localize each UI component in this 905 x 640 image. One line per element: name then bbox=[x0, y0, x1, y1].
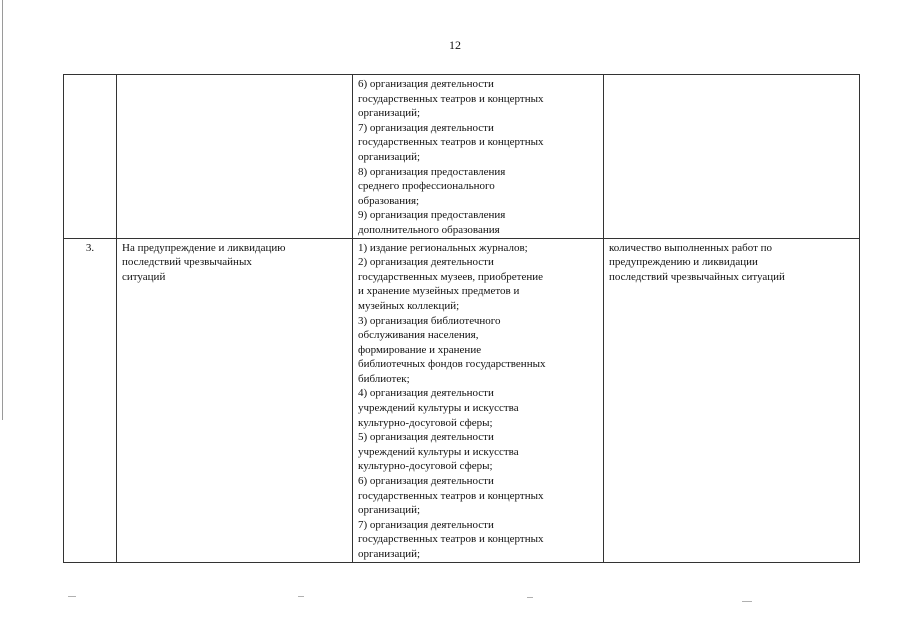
item-line: организаций; bbox=[358, 504, 421, 517]
item-line: 5) организация деятельности bbox=[358, 431, 494, 444]
item-line: государственных театров и концертных bbox=[358, 489, 544, 502]
item-line: формирование и хранение bbox=[358, 343, 482, 356]
row-number-cell: 3. bbox=[64, 238, 117, 562]
criteria-line: предупреждению и ликвидации bbox=[609, 256, 758, 269]
item-line: и хранение музейных предметов и bbox=[358, 285, 520, 298]
item-line: 2) организация деятельности bbox=[358, 256, 494, 269]
item-line: 1) издание региональных журналов; bbox=[358, 241, 528, 254]
item-line: 9) организация предоставления bbox=[358, 209, 506, 222]
item-line: 3) организация библиотечного bbox=[358, 314, 501, 327]
title-line: последствий чрезвычайных bbox=[122, 256, 252, 269]
row-number-cell bbox=[64, 75, 117, 239]
table-row bbox=[64, 238, 860, 562]
item-line: библиотечных фондов государственных bbox=[358, 358, 546, 371]
item-line: культурно-досуговой сферы; bbox=[358, 460, 493, 473]
scan-artifact bbox=[68, 596, 76, 597]
item-line: государственных театров и концертных bbox=[358, 92, 544, 105]
item-line: учреждений культуры и искусства bbox=[358, 402, 519, 415]
item-line: государственных музеев, приобретение bbox=[358, 270, 544, 283]
item-line: дополнительного образования bbox=[358, 223, 500, 236]
item-line: 6) организация деятельности bbox=[358, 475, 494, 488]
item-line: 6) организация деятельности bbox=[358, 78, 494, 90]
criteria-line: количество выполненных работ по bbox=[609, 241, 773, 254]
scan-artifact bbox=[527, 597, 533, 598]
row-criteria-cell bbox=[604, 238, 860, 562]
item-line: организаций; bbox=[358, 107, 421, 120]
item-line: культурно-досуговой сферы; bbox=[358, 416, 493, 429]
table-row bbox=[64, 75, 860, 239]
row-items-cell bbox=[353, 238, 604, 562]
item-line: организаций; bbox=[358, 150, 421, 163]
item-line: учреждений культуры и искусства bbox=[358, 445, 519, 458]
item-line: 4) организация деятельности bbox=[358, 387, 494, 400]
item-line: музейных коллекций; bbox=[358, 299, 460, 312]
document-table bbox=[63, 74, 860, 563]
row-items-cell bbox=[353, 75, 604, 239]
item-line: библиотек; bbox=[358, 372, 410, 385]
item-line: обслуживания населения, bbox=[358, 329, 479, 342]
page-number: 12 bbox=[449, 38, 461, 52]
row-title-cell bbox=[117, 75, 353, 239]
row-title-cell bbox=[117, 238, 353, 562]
scan-left-edge bbox=[2, 0, 3, 420]
item-line: среднего профессионального bbox=[358, 180, 495, 193]
title-line: На предупреждение и ликвидацию bbox=[122, 241, 286, 254]
item-line: организаций; bbox=[358, 548, 421, 560]
item-line: 8) организация предоставления bbox=[358, 165, 506, 178]
criteria-line: последствий чрезвычайных ситуаций bbox=[609, 270, 785, 283]
item-line: 7) организация деятельности bbox=[358, 121, 494, 134]
item-line: государственных театров и концертных bbox=[358, 136, 544, 149]
item-line: государственных театров и концертных bbox=[358, 533, 544, 546]
item-line: образования; bbox=[358, 194, 420, 207]
scan-artifact bbox=[742, 601, 752, 602]
item-line: 7) организация деятельности bbox=[358, 518, 494, 531]
row-criteria-cell bbox=[604, 75, 860, 239]
scan-artifact bbox=[298, 596, 304, 597]
title-line: ситуаций bbox=[122, 270, 166, 283]
